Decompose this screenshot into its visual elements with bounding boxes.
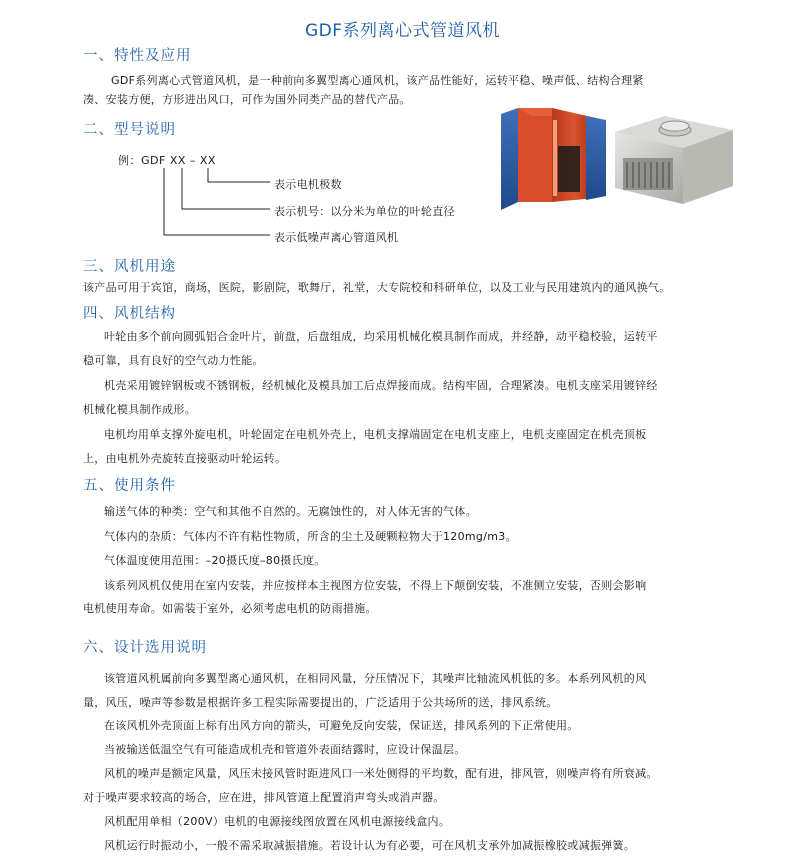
section4-line-3: 机壳采用镀锌钢板或不锈钢板，经机械化及模具加工后点焊接而成。结构牢固，合理紧凑。电机支座采用镀锌经 [104,379,658,392]
section5-line-3: 气体温度使用范围：–20摄氏度–80摄氏度。 [104,554,326,567]
model-example: 例：GDF XX – XX [118,154,216,167]
section6-line-1: 该管道风机属前向多翼型离心通风机，在相同风量，分压情况下，其噪声比轴流风机低的多。本系列风机的风 [104,672,647,685]
section-heading-structure: 四、风机结构 [83,306,176,322]
section6-line-2: 量，风压，噪声等参数是根据许多工程实际需要提出的，广泛适用于公共场所的送，排风系统。 [83,696,558,709]
section5-line-2: 气体内的杂质：气体内不许有粘性物质，所含的尘土及硬颗粒物大于120mg/m3。 [104,530,517,543]
section-heading-conditions: 五、使用条件 [83,478,176,494]
section-heading-usage: 三、风机用途 [83,259,176,275]
model-desc-poles: 表示电机极数 [274,178,342,191]
fan-steel-image [613,108,735,208]
section5-line-5: 电机使用寿命。如需装于室外，必须考虑电机的防雨措施。 [83,602,377,615]
model-desc-type: 表示低噪声离心管道风机 [274,231,399,244]
section-heading-design: 六、设计选用说明 [83,640,207,656]
section5-line-1: 输送气体的种类：空气和其他不自然的。无腐蚀性的，对人体无害的气体。 [104,505,477,518]
section6-line-7: 风机配用单相（200V）电机的电源接线图放置在风机电源接线盒内。 [104,815,451,828]
section6-line-8: 风机运行时振动小，一般不需采取减振措施。若设计认为有必要，可在风机支承外加减振橡胶或减振弹簧。 [104,839,636,852]
section6-line-5: 风机的噪声是额定风量，风压未接风管时距进风口一米处侧得的平均数，配有进，排风管，则噪声将有所衰减。 [104,767,658,780]
model-desc-size: 表示机号：以分米为单位的叶轮直径 [274,205,455,218]
section4-line-1: 叶轮由多个前向圆弧铝合金叶片，前盘，后盘组成，均采用机械化模具制作而成，并经静，动平稳校验，运转平 [104,330,658,343]
section4-line-2: 稳可靠，具有良好的空气动力性能。 [83,354,264,367]
section-heading-model: 二、型号说明 [83,122,176,138]
page-title: GDF系列离心式管道风机 [304,21,501,41]
model-diagram [118,148,518,248]
section6-line-3: 在该风机外壳顶面上标有出风方向的箭头，可避免反向安装，保证送，排风系列的下正常使用。 [104,719,579,732]
section1-line-2: 凑、安装方便，方形进出风口，可作为国外同类产品的替代产品。 [83,93,411,106]
fan-red-image [496,106,608,212]
section-heading-features: 一、特性及应用 [83,48,192,64]
section4-line-5: 电机均用单支撑外旋电机，叶轮固定在电机外壳上，电机支撑端固定在电机支座上，电机支座固定在机壳顶板 [104,428,647,441]
section6-line-6: 对于噪声要求较高的场合，应在进，排风管道上配置消声弯头或消声器。 [83,791,445,804]
section1-line-1: GDF系列离心式管道风机，是一种前向多翼型离心通风机，该产品性能好，运转平稳、噪声低、结构合理紧 [111,74,644,87]
section4-line-6: 上，由电机外壳旋转直接驱动叶轮运转。 [83,452,287,465]
section3-line-1: 该产品可用于宾馆，商场，医院，影剧院，歌舞厅，礼堂，大专院校和科研单位，以及工业与民用建筑内的通风换气。 [83,281,671,294]
section4-line-4: 机械化模具制作成形。 [83,403,196,416]
section5-line-4: 该系列风机仅使用在室内安装，并应按样本主视图方位安装，不得上下颠倒安装，不准侧立安装，否则会影响 [104,579,647,592]
section6-line-4: 当被输送低温空气有可能造成机壳和管道外表面结露时，应设计保温层。 [104,743,466,756]
